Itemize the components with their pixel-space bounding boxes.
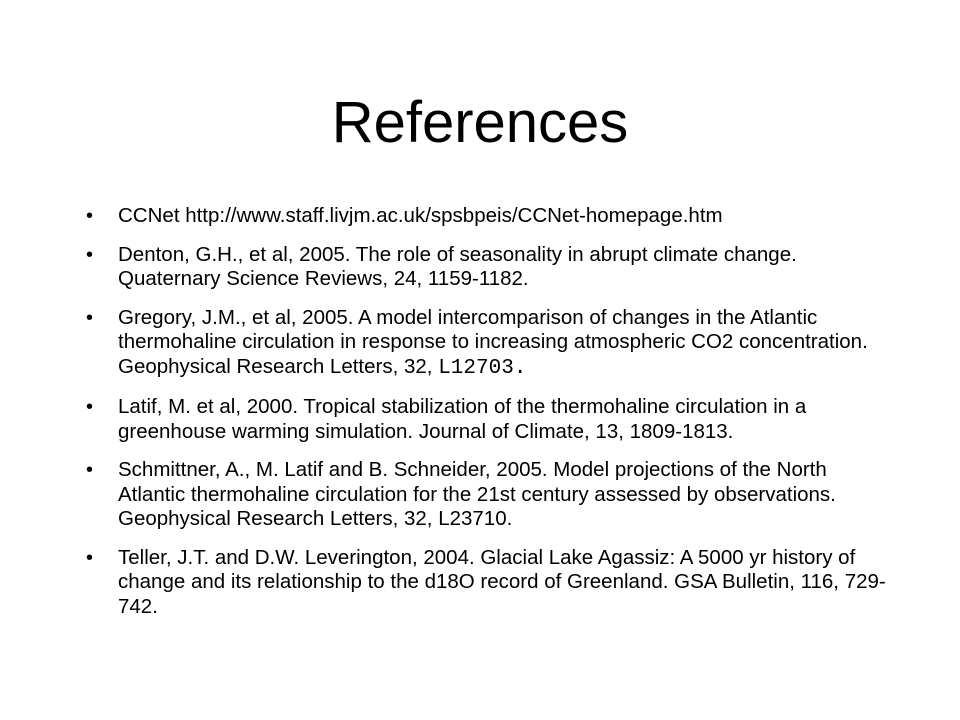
page-title: References: [331, 90, 629, 155]
reference-text: Latif, M. et al, 2000. Tropical stabilization of the thermohaline circulation in a greenhouse warming simulation. Journal of Climate, 13, 1809-1813.: [118, 395, 807, 443]
reference-item: [86, 306, 896, 382]
bullet-icon: •: [86, 306, 94, 329]
reference-text: Schmittner, A., M. Latif and B. Schneider, 2005. Model projections of the North Atlantic thermohaline circulation for the 21st century assessed by observations. Geophysical Research Letters, 32, L23710.: [118, 458, 836, 530]
reference-item: [86, 458, 896, 532]
reference-item: [86, 204, 896, 229]
reference-text: Denton, G.H., et al, 2005. The role of seasonality in abrupt climate change. Quaternary Science Reviews, 24, 1159-1182.: [118, 242, 797, 290]
bullet-icon: •: [86, 396, 94, 418]
reference-list: [86, 204, 896, 633]
bullet-icon: •: [86, 459, 94, 481]
reference-text: CCNet http://www.staff.livjm.ac.uk/spsbpeis/CCNet-homepage.htm: [118, 204, 723, 227]
reference-text: Teller, J.T. and D.W. Leverington, 2004. Glacial Lake Agassiz: A 5000 yr history of change and its relationship to the d18O record of Greenland. GSA Bulletin, 116, 729-742.: [118, 545, 886, 618]
bullet-icon: •: [86, 546, 94, 569]
reference-text: Gregory, J.M., et al, 2005. A model intercomparison of changes in the Atlantic thermohaline circulation in response to increasing atmospheric CO2 concentration. Geophysical Research Letters, 32,: [118, 305, 868, 378]
reference-item: [86, 395, 896, 444]
reference-article-id: L12703.: [438, 356, 527, 380]
reference-item: [86, 546, 896, 620]
bullet-icon: •: [86, 243, 94, 266]
bullet-icon: •: [86, 205, 94, 227]
reference-item: [86, 243, 896, 292]
